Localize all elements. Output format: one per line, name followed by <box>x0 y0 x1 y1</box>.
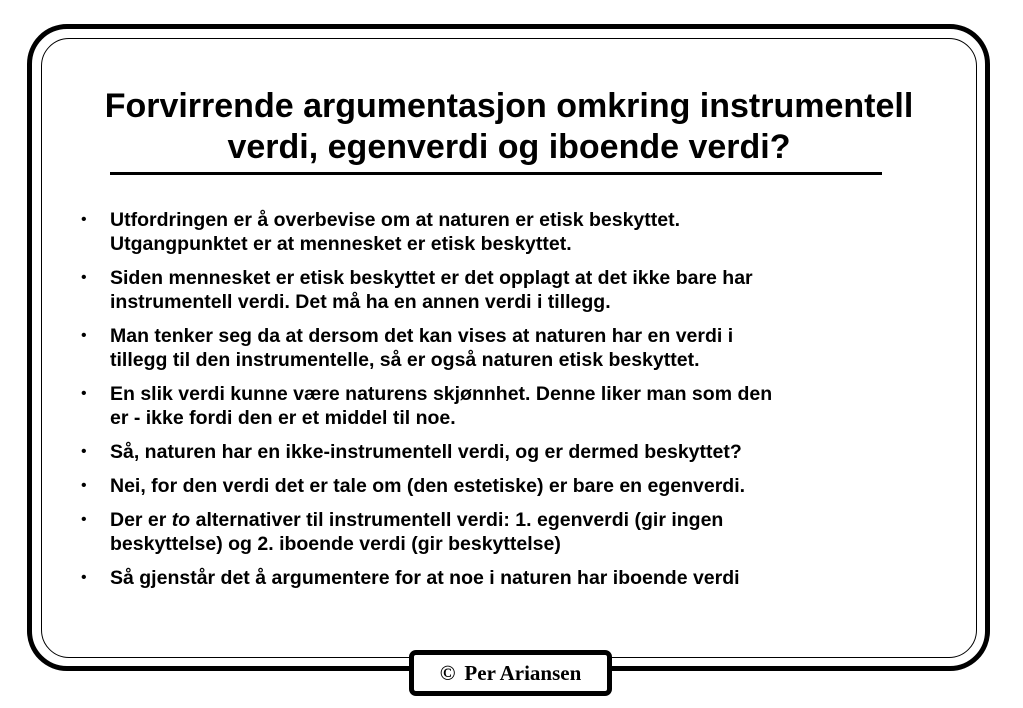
bullet-line-start: Der er <box>110 509 172 531</box>
bullet-list <box>81 208 920 600</box>
bullet-line: Så gjenstår det å argumentere for at noe i naturen har iboende verdi <box>110 567 740 589</box>
bullet-item <box>81 440 920 464</box>
bullet-marker: • <box>81 511 87 528</box>
bullet-marker: • <box>81 211 87 228</box>
bullet-item <box>81 324 920 372</box>
slide-title-line-1: Forvirrende argumentasjon omkring instrumentell <box>104 87 914 125</box>
bullet-line: beskyttelse) og 2. iboende verdi (gir beskyttelse) <box>110 533 561 555</box>
bullet-line: tillegg til den instrumentelle, så er også naturen etisk beskyttet. <box>110 349 700 371</box>
bullet-item <box>81 382 920 430</box>
bullet-item <box>81 266 920 314</box>
bullet-line: Utfordringen er å overbevise om at naturen er etisk beskyttet. <box>110 209 681 231</box>
bullet-line: Så, naturen har en ikke-instrumentell verdi, og er dermed beskyttet? <box>110 441 742 463</box>
bullet-marker: • <box>81 477 87 494</box>
copyright-icon: © <box>439 660 456 685</box>
bullet-line: Nei, for den verdi det er tale om (den estetiske) er bare en egenverdi. <box>110 475 746 497</box>
slide-title <box>41 86 977 168</box>
author-name: Per Ariansen <box>464 660 582 685</box>
bullet-marker: • <box>81 443 87 460</box>
bullet-line: er - ikke fordi den er et middel til noe. <box>110 407 456 429</box>
bullet-line: Man tenker seg da at dersom det kan vises at naturen har en verdi i <box>110 325 734 347</box>
bullet-item <box>81 474 920 498</box>
bullet-item <box>81 208 920 256</box>
bullet-line-end: alternativer til instrumentell verdi: 1. egenverdi (gir ingen <box>190 509 724 531</box>
bullet-marker: • <box>81 269 87 286</box>
slide-title-line-2: verdi, egenverdi og iboende verdi? <box>227 128 791 166</box>
bullet-emphasis: to <box>171 509 191 531</box>
bullet-line: En slik verdi kunne være naturens skjønnhet. Denne liker man som den <box>110 383 773 405</box>
bullet-item <box>81 508 920 556</box>
bullet-item <box>81 566 920 590</box>
title-underline <box>110 172 882 175</box>
copyright-badge <box>409 650 612 696</box>
bullet-marker: • <box>81 569 87 586</box>
bullet-line: instrumentell verdi. Det må ha en annen verdi i tillegg. <box>110 291 611 313</box>
bullet-line: Utgangpunktet er at mennesket er etisk beskyttet. <box>110 233 572 255</box>
bullet-marker: • <box>81 385 87 402</box>
bullet-line: Siden mennesket er etisk beskyttet er det opplagt at det ikke bare har <box>110 267 753 289</box>
bullet-marker: • <box>81 327 87 344</box>
